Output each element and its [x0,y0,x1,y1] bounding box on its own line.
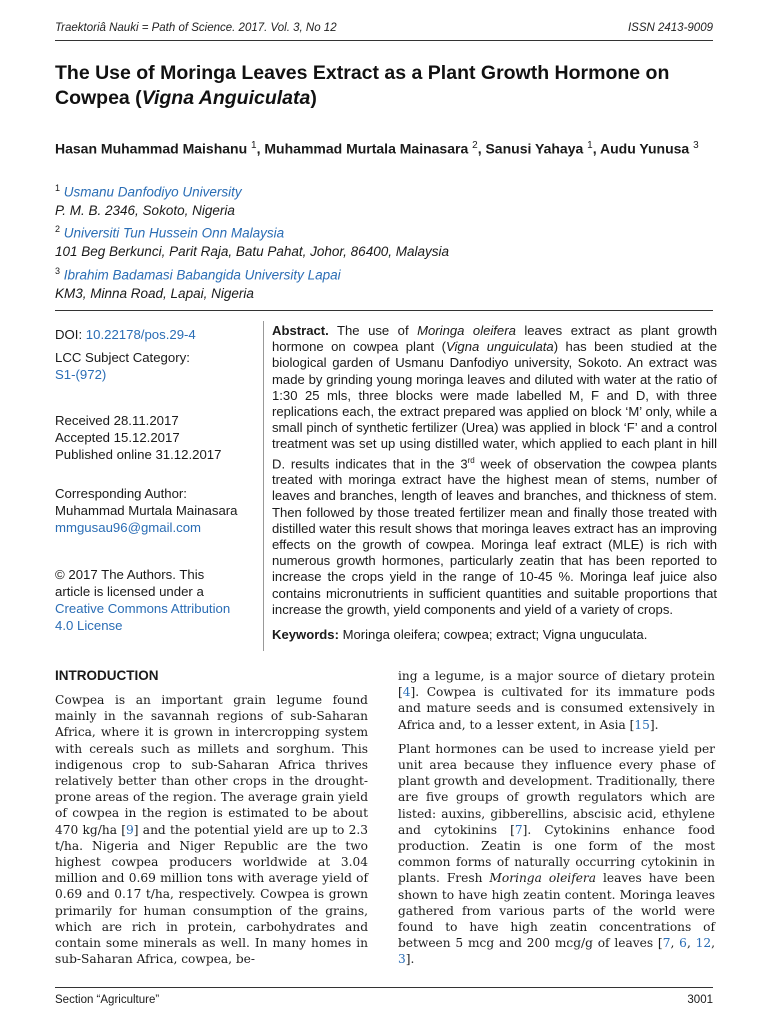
citation-link[interactable]: 12 [695,936,712,951]
page-number: 3001 [687,994,713,1006]
lcc-category: LCC Subject Category: S1-(972) [55,350,190,382]
affiliation-link[interactable]: Ibrahim Badamasi Babangida University Lapai [63,267,341,283]
author: Hasan Muhammad Maishanu [55,140,248,157]
license-link[interactable]: Creative Commons Attribution 4.0 License [55,601,231,633]
doi-link[interactable]: 10.22178/pos.29-4 [85,327,196,342]
affiliation-link[interactable]: Universiti Tun Hussein Onn Malaysia [63,225,285,241]
affiliation-link[interactable]: Usmanu Danfodiyo University [63,184,242,200]
header-rule [55,40,713,41]
keywords: Keywords: Moringa oleifera; cowpea; extract; Vigna unguculata. [272,627,648,642]
corresponding-author: Corresponding Author: Muhammad Murtala Mainasara mmgusau96@gmail.com [55,486,238,535]
paragraph: ing a legume, is a major source of dietary protein [4]. Cowpea is cultivated for its immature pods and mature seeds and is consumed extensively in Africa and, to a lesser extent, in Asia [15]. [398,669,715,732]
intro-right-column [398,668,715,976]
citation-link[interactable]: 3 [398,952,406,967]
paper-title: The Use of Moringa Leaves Extract as a Plant Growth Hormone on Cowpea (Vigna Anguiculata) [55,62,670,109]
author-list: Hasan Muhammad Maishanu $^1$, Muhammad Murtala Mainasara $^2$, Sanusi Yahaya $^1$, Audu Yunusa $^3$ [55,140,699,157]
author: Audu Yunusa [600,140,690,157]
section-heading: INTRODUCTION [55,668,159,683]
doi: DOI: 10.22178/pos.29-4 [55,327,196,342]
citation-link[interactable]: 6 [679,936,687,951]
lcc-link[interactable]: S1-(972) [55,367,107,382]
author: Muhammad Murtala Mainasara [264,140,469,157]
affiliation: $^3$ Ibrahim Badamasi Babangida University Lapai KM3, Minna Road, Lapai, Nigeria [55,266,341,301]
citation-link[interactable]: 7 [514,822,523,837]
citation-link[interactable]: 9 [126,822,134,837]
citation-link[interactable]: 4 [402,685,411,700]
affiliation: $^1$ Usmanu Danfodiyo University P. M. B. 2346, Sokoto, Nigeria [55,183,242,218]
abstract: Abstract. The use of Moringa oleifera leaves extract as plant growth hormone on cowpea plant (Vigna unguiculata) has been studied at the biological garden of Usmanu Danfodiyo university, Sokoto. An extract was made by grinding young moringa leaves and diluted with water at the ratio of 1:30 25 mls, three blocks were made labelled M, F and D, with three replications each, the extract prepared was applied on block ‘M’ only, while a small pinch of synthetic fertilizer (Urea) was applied in block ‘F’ and a control treatment was set up using distilled water, which applied to each plant in hill D. results indicates that in the 3rd week of observation the cowpea plants treated with moringa extract have the highest mean of stems, number of leaves and branches, length of leaves and branches, and thickness of stem. Then followed by those treated fertilizer mean and finally those treated with distilled water this result shows that moringa leaves extract has an improving effects on the growth of cowpea. Moringa leaf extract (MLE) is rich with numerous growth hormones, particularly zeatin that has been reported to increase the crops yield in the range of 10-45 %. Moringa leaf juice also contains micronutrients in sufficient quantities and suitable proportions that increase the growth, yield components and yield of a variety of crops. [272,323,717,617]
author: Sanusi Yahaya [485,140,584,157]
dates: Received 28.11.2017 Accepted 15.12.2017 Published online 31.12.2017 [55,413,222,462]
license: © 2017 The Authors. This article is licensed under a Creative Commons Attribution 4.0 License [55,567,231,633]
citation-link[interactable]: 7 [662,936,671,951]
email-link[interactable]: mmgusau96@gmail.com [55,520,202,535]
footer-rule [55,987,713,988]
affiliation: $^2$ Universiti Tun Hussein Onn Malaysia 101 Beg Berkunci, Parit Raja, Batu Pahat, Johor, 86400, Malaysia [55,224,449,259]
paragraph: Plant hormones can be used to increase yield per unit area because they influence every phase of plant growth and development. Traditionally, there are five groups of growth regulators which are listed: auxins, gibberellins, abscisic acid, ethylene and cytokinins [7]. Cytokinins enhance food production. Zeatin is one form of the most common forms of naturally occurring cytokinin in plants. Fresh Moringa oleifera leaves have been shown to have high zeatin content. Moringa leaves gathered from various parts of the world were found to have high zeatin concentrations of between 5 mcg and 200 mcg/g of leaves [7, 6, 12, 3]. [398,741,716,967]
issn: ISSN 2413-9009 [627,22,713,34]
citation-link[interactable]: 15 [634,717,650,732]
journal-header: Traektoriâ Nauki = Path of Science. 2017. Vol. 3, No 12 [55,22,337,34]
intro-left-column: Cowpea is an important grain legume found mainly in the savannah regions of sub-Saharan Africa, where it is grown in intercropping system with cereals such as millets and sorghum. This indigenous crop to sub-Saharan Africa thrives relatively better than other crops in the drought-prone areas of the region. The average grain yield of cowpea in the region is estimated to be about 470 kg/ha [9] and the potential yield are up to 2.3 t/ha. Nigeria and Niger Republic are the two highest cowpea producers worldwide at 3.04 million and 0.69 million tons with average yield of 0.69 and 0.17 t/ha, respectively. Cowpea is grown primarily for human consumption of the grains, which are rich in protein, carbohydrates and contain some minerals as well. In many homes in sub-Saharan Africa, cowpea, be- [55,693,368,967]
section-footer: Section “Agriculture” [55,994,160,1006]
section-rule [55,310,713,311]
abstract-box [263,321,716,651]
